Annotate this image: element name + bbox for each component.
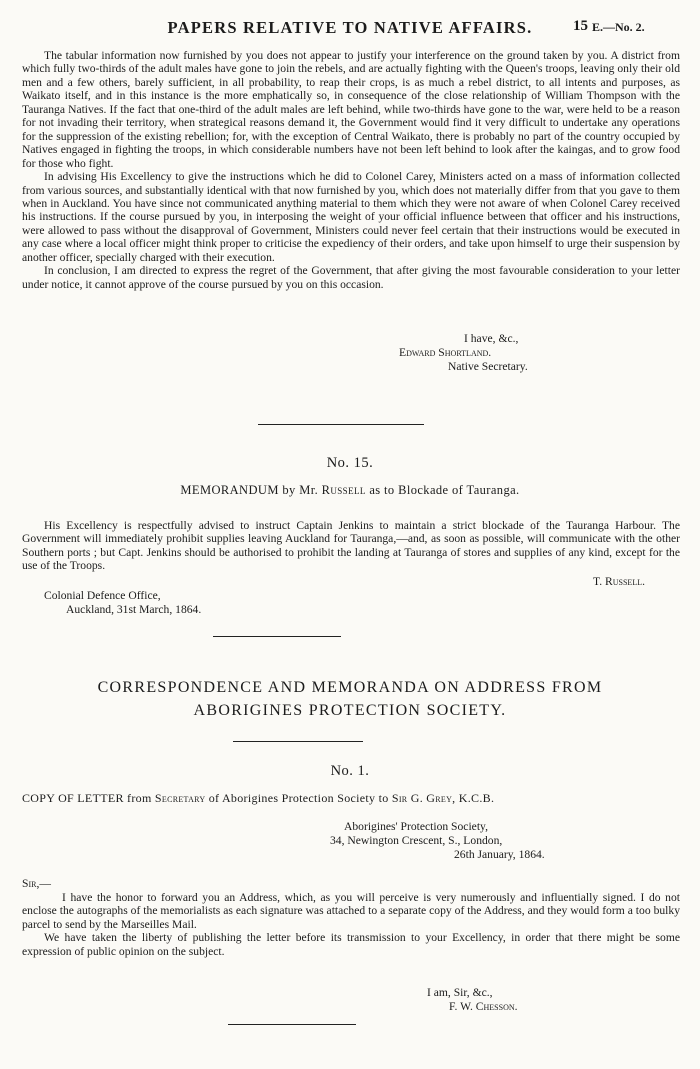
letter-signature-title: Native Secretary. [448, 360, 528, 373]
memorandum-body [22, 519, 680, 573]
paragraph: The tabular information now furnished by you does not appear to justify your interference on the ground taken by you. A district from which fully two-thirds of the adult males have gone to join the rebels, and are actually fighting with the Queen's troops, leaving only their old men and a few others, barely sufficient, in all probability, to reap their crops, is as much a rebel district, to all intents and purposes, as Waikato itself, and in this instance is the more emphatically so, in consequence of the close relationship of William Thompson with the Tauranga Natives. If the fact that one-third of the adult males are left behind, while two-thirds have gone to the war, were held to be a reason for not invading their territory, when strategical reasons demand it, the Government would find it very difficult to undertake any operations for the suppression of the existing rebellion; for, with the exception of Central Waikato, there is probably no part of the country occupied by Natives engaged in fighting the troops, in which considerable numbers have not been left behind to look after the kaingas, and to grow food for those who fight. [22, 49, 680, 170]
series-number: E.—No. 2. [592, 20, 645, 34]
document-number: No. 1. [330, 763, 370, 779]
page-number: 15 [573, 18, 588, 34]
memorandum-date: Auckland, 31st March, 1864. [66, 603, 202, 616]
document-number: No. 15. [326, 455, 374, 471]
divider-rule [228, 1024, 356, 1025]
address-line: Aborigines' Protection Society, [344, 820, 488, 833]
address-line: 34, Newington Crescent, S., London, [330, 834, 503, 847]
letter-heading: COPY OF LETTER from Secretary of Aborigines Protection Society to Sir G. Grey, K.C.B. [22, 791, 495, 805]
address-date: 26th January, 1864. [454, 848, 545, 861]
letter-closing: I have, &c., [464, 332, 519, 345]
divider-rule [213, 636, 341, 637]
letter-body [22, 891, 680, 958]
memorandum-heading: MEMORANDUM by Mr. Russell as to Blockade of Tauranga. [180, 483, 520, 497]
paragraph: His Excellency is respectfully advised to instruct Captain Jenkins to maintain a strict blockade of the Tauranga Harbour. The Government will immediately prohibit supplies leaving Auckland for Tauranga,—and, as soon as possible, will communicate with the other Southern ports ; but Capt. Jenkins should be authorised to prohibit the landing at Tauranga of stores and supplies of any kind, except for the use of the Troops. [22, 519, 680, 573]
divider-rule [233, 741, 363, 742]
page-header [0, 18, 700, 42]
letter-closing: I am, Sir, &c., [427, 986, 493, 999]
paragraph: In advising His Excellency to give the instructions which he did to Colonel Carey, Ministers acted on a mass of information collected from various sources, and substantially identical with that now furnished by you, which does not materially differ from that you gave to them when in Auckland. You have since not communicated anything material to them which they were not aware of when Colonel Carey received his instructions. If the course pursued by you, in interposing the weight of your official influence between that officer and his instructions, were allowed to pass without the disapproval of Government, Ministers could never feel certain that their instructions would be executed in any case where a local officer might think proper to criticise the expediency of their orders, and take upon himself to urge their suspension by another officer, specially charged with their execution. [22, 170, 680, 264]
paragraph: We have taken the liberty of publishing the letter before its transmission to your Excellency, in order that there might be some expression of public opinion on the subject. [22, 931, 680, 958]
section-title: CORRESPONDENCE AND MEMORANDA ON ADDRESS FROM ABORIGINES PROTECTION SOCIETY. [97, 679, 603, 719]
letter-signature: F. W. Chesson. [449, 1000, 518, 1013]
letter-signature: Edward Shortland. [399, 346, 492, 359]
letter-continued-body [22, 49, 680, 291]
salutation: Sir,— [22, 877, 51, 890]
paragraph: In conclusion, I am directed to express the regret of the Government, that after giving the most favourable consideration to your letter under notice, it cannot approve of the course pursued by you on this occasion. [22, 264, 680, 291]
paragraph: I have the honor to forward you an Address, which, as you will perceive is very numerously and influentially signed. I do not enclose the autographs of the memorialists as each signature was attached to a separate copy of the Address, and they would form a too bulky parcel to send by the Marseilles Mail. [22, 891, 680, 931]
running-title: PAPERS RELATIVE TO NATIVE AFFAIRS. [167, 18, 533, 37]
divider-rule [258, 424, 424, 425]
memorandum-office: Colonial Defence Office, [44, 589, 161, 602]
memorandum-signature: T. Russell. [593, 575, 645, 588]
